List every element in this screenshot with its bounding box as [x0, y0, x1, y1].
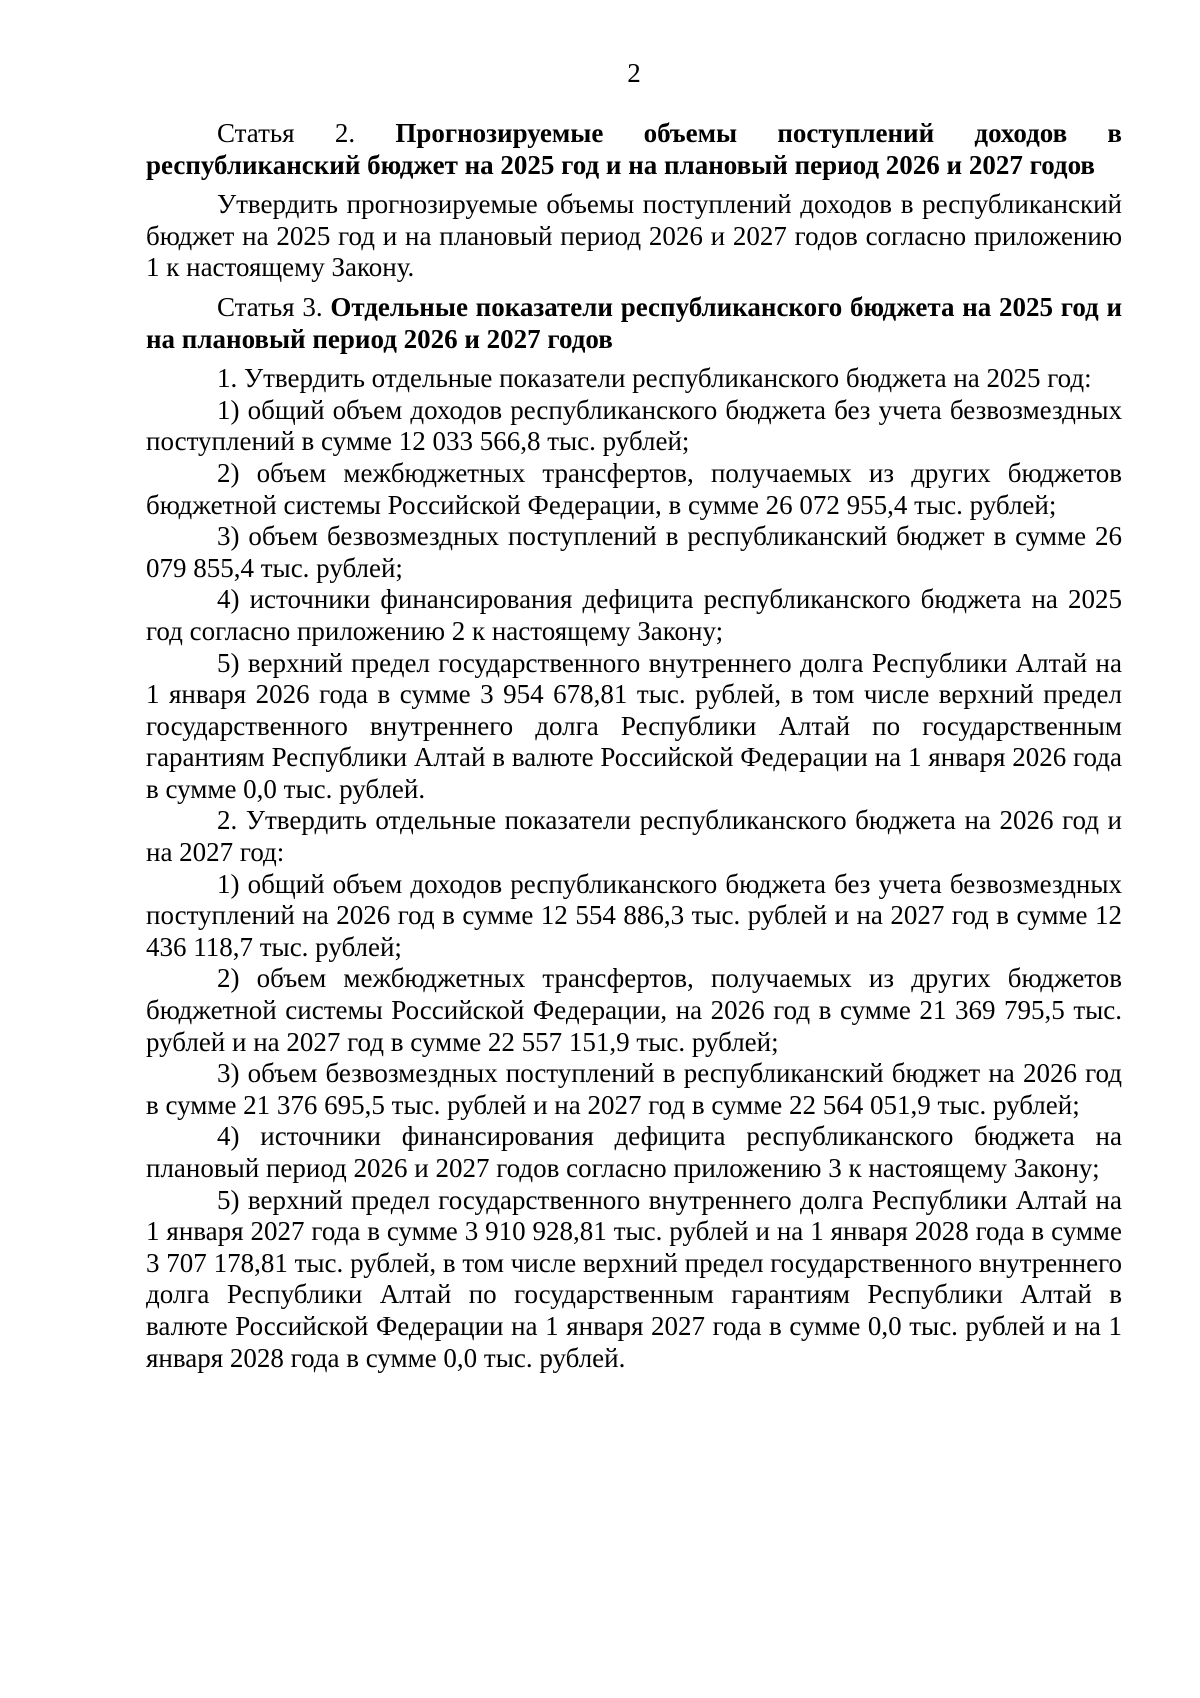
article-3-label: Статья 3.: [217, 291, 323, 322]
part-2-item: 3) объем безвозмездных поступлений в республиканский бюджет на 2026 год в сумме 21 376 695,5 тыс. рублей и на 2027 год в сумме 22 564 051,9 тыс. рублей;: [146, 1058, 1122, 1120]
part-1-item: 1) общий объем доходов республиканского бюджета без учета безвозмездных поступлений в сумме 12 033 566,8 тыс. рублей;: [146, 394, 1122, 457]
document-content: [146, 118, 1122, 1374]
part-1-item: 5) верхний предел государственного внутреннего долга Республики Алтай на 1 января 2026 года в сумме 3 954 678,81 тыс. рублей, в том числе верхний предел государственного внутреннего долга Республики Алтай по государственным гарантиям Республики Алтай в валюте Российской Федерации на 1 января 2026 года в сумме 0,0 тыс. рублей.: [146, 647, 1122, 804]
part-2-item: 5) верхний предел государственного внутреннего долга Республики Алтай на 1 января 2027 года в сумме 3 910 928,81 тыс. рублей и на 1 января 2028 года в сумме 3 707 178,81 тыс. рублей, в том числе верхний предел государственного внутреннего долга Республики Алтай по государственным гарантиям Республики Алтай в валюте Российской Федерации на 1 января 2027 года в сумме 0,0 тыс. рублей и на 1 января 2028 года в сумме 0,0 тыс. рублей.: [146, 1184, 1122, 1373]
part-2-item: 1) общий объем доходов республиканского бюджета без учета безвозмездных поступлений на 2026 год в сумме 12 554 886,3 тыс. рублей и на 2027 год в сумме 12 436 118,7 тыс. рублей;: [146, 868, 1122, 962]
part-1-intro: 1. Утвердить отдельные показатели республиканского бюджета на 2025 год:: [217, 363, 1092, 394]
article-3-heading: [146, 292, 1122, 355]
article-2-title: Прогнозируемые объемы поступлений доходов в республиканский бюджет на 2025 год и на плановый период 2026 и 2027 годов: [146, 118, 1122, 180]
article-2-label: Статья 2.: [217, 118, 356, 148]
article-2-heading: [146, 118, 1122, 181]
part-2-item: 2) объем межбюджетных трансфертов, получаемых из других бюджетов бюджетной системы Российской Федерации, на 2026 год в сумме 21 369 795,5 тыс. рублей и на 2027 год в сумме 22 557 151,9 тыс. рублей;: [146, 963, 1122, 1057]
part-2-item: 4) источники финансирования дефицита республиканского бюджета на плановый период 2026 и 2027 годов согласно приложению 3 к настоящему Закону;: [146, 1121, 1122, 1183]
article-2-body: Утвердить прогнозируемые объемы поступлений доходов в республиканский бюджет на 2025 год и на плановый период 2026 и 2027 годов согласно приложению 1 к настоящему Закону.: [146, 189, 1122, 283]
part-1-item: 2) объем межбюджетных трансфертов, получаемых из других бюджетов бюджетной системы Российской Федерации, в сумме 26 072 955,4 тыс. рублей;: [146, 457, 1122, 520]
part-1-item: 4) источники финансирования дефицита республиканского бюджета на 2025 год согласно приложению 2 к настоящему Закону;: [146, 584, 1122, 646]
part-2-intro: 2. Утвердить отдельные показатели республиканского бюджета на 2026 год и на 2027 год:: [146, 805, 1122, 868]
article-3-title: Отдельные показатели республиканского бюджета на 2025 год и на плановый период 2026 и 2027 годов: [146, 291, 1123, 354]
page-number: 2: [627, 58, 641, 88]
part-1-item: 3) объем безвозмездных поступлений в республиканский бюджет в сумме 26 079 855,4 тыс. рублей;: [146, 521, 1122, 583]
